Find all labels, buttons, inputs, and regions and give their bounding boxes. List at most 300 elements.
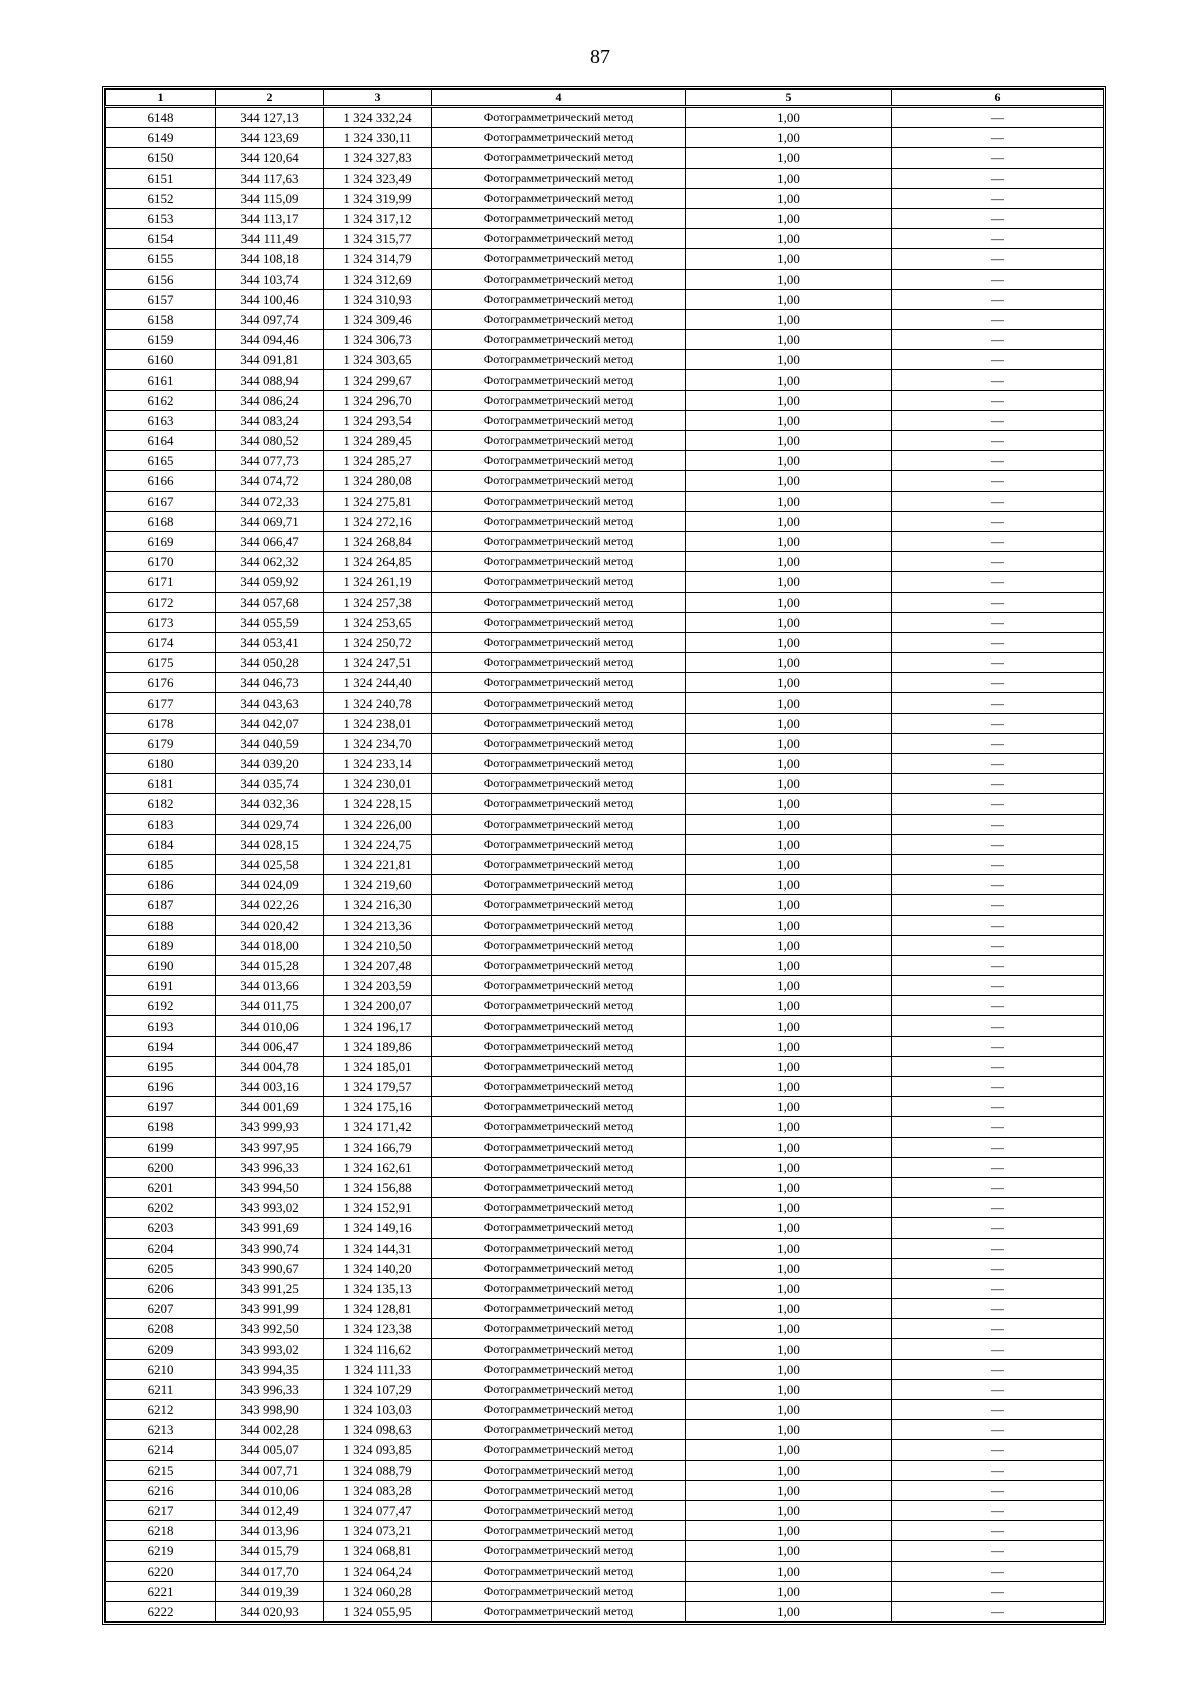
x-coordinate-cell: 343 991,69 xyxy=(216,1218,324,1238)
table-row xyxy=(106,1238,1104,1258)
point-number-cell: 6213 xyxy=(106,1420,216,1440)
x-coordinate-cell: 343 993,02 xyxy=(216,1339,324,1359)
description-cell: — xyxy=(892,531,1104,551)
point-number-cell: 6195 xyxy=(106,1056,216,1076)
y-coordinate-cell: 1 324 144,31 xyxy=(324,1238,432,1258)
table-row xyxy=(106,1440,1104,1460)
accuracy-cell: 1,00 xyxy=(686,128,892,148)
accuracy-cell: 1,00 xyxy=(686,249,892,269)
point-number-cell: 6152 xyxy=(106,188,216,208)
x-coordinate-cell: 344 120,64 xyxy=(216,148,324,168)
accuracy-cell: 1,00 xyxy=(686,269,892,289)
point-number-cell: 6175 xyxy=(106,653,216,673)
point-number-cell: 6159 xyxy=(106,330,216,350)
accuracy-cell: 1,00 xyxy=(686,935,892,955)
y-coordinate-cell: 1 324 221,81 xyxy=(324,854,432,874)
x-coordinate-cell: 344 062,32 xyxy=(216,552,324,572)
y-coordinate-cell: 1 324 111,33 xyxy=(324,1359,432,1379)
description-cell: — xyxy=(892,754,1104,774)
point-number-cell: 6153 xyxy=(106,208,216,228)
point-number-cell: 6158 xyxy=(106,309,216,329)
method-cell: Фотограмметрический метод xyxy=(432,1480,686,1500)
y-coordinate-cell: 1 324 261,19 xyxy=(324,572,432,592)
point-number-cell: 6218 xyxy=(106,1521,216,1541)
table-row xyxy=(106,188,1104,208)
description-cell: — xyxy=(892,289,1104,309)
accuracy-cell: 1,00 xyxy=(686,309,892,329)
accuracy-cell: 1,00 xyxy=(686,976,892,996)
x-coordinate-cell: 344 012,49 xyxy=(216,1500,324,1520)
accuracy-cell: 1,00 xyxy=(686,229,892,249)
method-cell: Фотограмметрический метод xyxy=(432,895,686,915)
description-cell: — xyxy=(892,713,1104,733)
table-row xyxy=(106,1500,1104,1520)
x-coordinate-cell: 343 999,93 xyxy=(216,1117,324,1137)
y-coordinate-cell: 1 324 093,85 xyxy=(324,1440,432,1460)
accuracy-cell: 1,00 xyxy=(686,895,892,915)
method-cell: Фотограмметрический метод xyxy=(432,976,686,996)
method-cell: Фотограмметрический метод xyxy=(432,410,686,430)
description-cell: — xyxy=(892,612,1104,632)
y-coordinate-cell: 1 324 203,59 xyxy=(324,976,432,996)
y-coordinate-cell: 1 324 189,86 xyxy=(324,1036,432,1056)
accuracy-cell: 1,00 xyxy=(686,1541,892,1561)
y-coordinate-cell: 1 324 250,72 xyxy=(324,632,432,652)
point-number-cell: 6173 xyxy=(106,612,216,632)
method-cell: Фотограмметрический метод xyxy=(432,1359,686,1379)
x-coordinate-cell: 344 059,92 xyxy=(216,572,324,592)
method-cell: Фотограмметрический метод xyxy=(432,996,686,1016)
x-coordinate-cell: 344 086,24 xyxy=(216,390,324,410)
accuracy-cell: 1,00 xyxy=(686,1561,892,1581)
method-cell: Фотограмметрический метод xyxy=(432,1258,686,1278)
x-coordinate-cell: 343 992,50 xyxy=(216,1319,324,1339)
method-cell: Фотограмметрический метод xyxy=(432,1379,686,1399)
method-cell: Фотограмметрический метод xyxy=(432,1601,686,1621)
x-coordinate-cell: 344 024,09 xyxy=(216,875,324,895)
point-number-cell: 6183 xyxy=(106,814,216,834)
x-coordinate-cell: 344 115,09 xyxy=(216,188,324,208)
point-number-cell: 6179 xyxy=(106,733,216,753)
point-number-cell: 6161 xyxy=(106,370,216,390)
description-cell: — xyxy=(892,996,1104,1016)
method-cell: Фотограмметрический метод xyxy=(432,188,686,208)
accuracy-cell: 1,00 xyxy=(686,612,892,632)
y-coordinate-cell: 1 324 238,01 xyxy=(324,713,432,733)
x-coordinate-cell: 344 083,24 xyxy=(216,410,324,430)
method-cell: Фотограмметрический метод xyxy=(432,1500,686,1520)
method-cell: Фотограмметрический метод xyxy=(432,511,686,531)
method-cell: Фотограмметрический метод xyxy=(432,875,686,895)
description-cell: — xyxy=(892,976,1104,996)
description-cell: — xyxy=(892,350,1104,370)
x-coordinate-cell: 344 003,16 xyxy=(216,1077,324,1097)
accuracy-cell: 1,00 xyxy=(686,1379,892,1399)
point-number-cell: 6222 xyxy=(106,1601,216,1621)
x-coordinate-cell: 344 100,46 xyxy=(216,289,324,309)
description-cell: — xyxy=(892,1177,1104,1197)
accuracy-cell: 1,00 xyxy=(686,1218,892,1238)
x-coordinate-cell: 344 040,59 xyxy=(216,733,324,753)
table-row xyxy=(106,915,1104,935)
x-coordinate-cell: 343 997,95 xyxy=(216,1137,324,1157)
method-cell: Фотограмметрический метод xyxy=(432,1036,686,1056)
table-row xyxy=(106,814,1104,834)
accuracy-cell: 1,00 xyxy=(686,1521,892,1541)
method-cell: Фотограмметрический метод xyxy=(432,1561,686,1581)
point-number-cell: 6187 xyxy=(106,895,216,915)
x-coordinate-cell: 344 028,15 xyxy=(216,834,324,854)
description-cell: — xyxy=(892,1400,1104,1420)
description-cell: — xyxy=(892,330,1104,350)
method-cell: Фотограмметрический метод xyxy=(432,1299,686,1319)
accuracy-cell: 1,00 xyxy=(686,794,892,814)
method-cell: Фотограмметрический метод xyxy=(432,754,686,774)
table-row xyxy=(106,1480,1104,1500)
y-coordinate-cell: 1 324 257,38 xyxy=(324,592,432,612)
point-number-cell: 6194 xyxy=(106,1036,216,1056)
description-cell: — xyxy=(892,1541,1104,1561)
accuracy-cell: 1,00 xyxy=(686,733,892,753)
x-coordinate-cell: 344 013,66 xyxy=(216,976,324,996)
y-coordinate-cell: 1 324 156,88 xyxy=(324,1177,432,1197)
y-coordinate-cell: 1 324 228,15 xyxy=(324,794,432,814)
x-coordinate-cell: 344 042,07 xyxy=(216,713,324,733)
x-coordinate-cell: 344 088,94 xyxy=(216,370,324,390)
description-cell: — xyxy=(892,431,1104,451)
description-cell: — xyxy=(892,592,1104,612)
description-cell: — xyxy=(892,410,1104,430)
accuracy-cell: 1,00 xyxy=(686,1460,892,1480)
table-row xyxy=(106,471,1104,491)
accuracy-cell: 1,00 xyxy=(686,1319,892,1339)
table-row xyxy=(106,1319,1104,1339)
y-coordinate-cell: 1 324 312,69 xyxy=(324,269,432,289)
accuracy-cell: 1,00 xyxy=(686,1097,892,1117)
description-cell: — xyxy=(892,1016,1104,1036)
accuracy-cell: 1,00 xyxy=(686,875,892,895)
description-cell: — xyxy=(892,653,1104,673)
method-cell: Фотограмметрический метод xyxy=(432,592,686,612)
table-row xyxy=(106,431,1104,451)
y-coordinate-cell: 1 324 332,24 xyxy=(324,107,432,128)
accuracy-cell: 1,00 xyxy=(686,1137,892,1157)
accuracy-cell: 1,00 xyxy=(686,491,892,511)
y-coordinate-cell: 1 324 315,77 xyxy=(324,229,432,249)
y-coordinate-cell: 1 324 107,29 xyxy=(324,1379,432,1399)
point-number-cell: 6214 xyxy=(106,1440,216,1460)
point-number-cell: 6197 xyxy=(106,1097,216,1117)
method-cell: Фотограмметрический метод xyxy=(432,733,686,753)
description-cell: — xyxy=(892,1379,1104,1399)
y-coordinate-cell: 1 324 310,93 xyxy=(324,289,432,309)
table-row xyxy=(106,1036,1104,1056)
x-coordinate-cell: 344 053,41 xyxy=(216,632,324,652)
table-row xyxy=(106,451,1104,471)
x-coordinate-cell: 343 996,33 xyxy=(216,1379,324,1399)
method-cell: Фотограмметрический метод xyxy=(432,1117,686,1137)
x-coordinate-cell: 344 032,36 xyxy=(216,794,324,814)
x-coordinate-cell: 344 006,47 xyxy=(216,1036,324,1056)
y-coordinate-cell: 1 324 213,36 xyxy=(324,915,432,935)
x-coordinate-cell: 344 004,78 xyxy=(216,1056,324,1076)
table-row xyxy=(106,1177,1104,1197)
table-row xyxy=(106,733,1104,753)
y-coordinate-cell: 1 324 306,73 xyxy=(324,330,432,350)
table-row xyxy=(106,1561,1104,1581)
accuracy-cell: 1,00 xyxy=(686,1581,892,1601)
table-row xyxy=(106,309,1104,329)
method-cell: Фотограмметрический метод xyxy=(432,370,686,390)
table-row xyxy=(106,1379,1104,1399)
accuracy-cell: 1,00 xyxy=(686,653,892,673)
description-cell: — xyxy=(892,1299,1104,1319)
x-coordinate-cell: 343 996,33 xyxy=(216,1157,324,1177)
x-coordinate-cell: 344 046,73 xyxy=(216,673,324,693)
column-header-4: 4 xyxy=(432,90,686,107)
table-row xyxy=(106,1198,1104,1218)
table-row xyxy=(106,1157,1104,1177)
table-row xyxy=(106,1218,1104,1238)
table-row xyxy=(106,208,1104,228)
y-coordinate-cell: 1 324 123,38 xyxy=(324,1319,432,1339)
accuracy-cell: 1,00 xyxy=(686,572,892,592)
table-row xyxy=(106,592,1104,612)
description-cell: — xyxy=(892,1137,1104,1157)
description-cell: — xyxy=(892,1157,1104,1177)
y-coordinate-cell: 1 324 166,79 xyxy=(324,1137,432,1157)
method-cell: Фотограмметрический метод xyxy=(432,935,686,955)
y-coordinate-cell: 1 324 068,81 xyxy=(324,1541,432,1561)
point-number-cell: 6216 xyxy=(106,1480,216,1500)
accuracy-cell: 1,00 xyxy=(686,1077,892,1097)
column-header-2: 2 xyxy=(216,90,324,107)
point-number-cell: 6219 xyxy=(106,1541,216,1561)
table-row xyxy=(106,107,1104,128)
description-cell: — xyxy=(892,895,1104,915)
table-row xyxy=(106,632,1104,652)
y-coordinate-cell: 1 324 083,28 xyxy=(324,1480,432,1500)
description-cell: — xyxy=(892,168,1104,188)
method-cell: Фотограмметрический метод xyxy=(432,330,686,350)
x-coordinate-cell: 344 072,33 xyxy=(216,491,324,511)
x-coordinate-cell: 344 010,06 xyxy=(216,1480,324,1500)
table-row xyxy=(106,996,1104,1016)
accuracy-cell: 1,00 xyxy=(686,289,892,309)
point-number-cell: 6190 xyxy=(106,955,216,975)
description-cell: — xyxy=(892,875,1104,895)
accuracy-cell: 1,00 xyxy=(686,350,892,370)
table-row xyxy=(106,935,1104,955)
table-header-row xyxy=(106,90,1104,107)
method-cell: Фотограмметрический метод xyxy=(432,1218,686,1238)
table-row xyxy=(106,229,1104,249)
x-coordinate-cell: 344 057,68 xyxy=(216,592,324,612)
point-number-cell: 6215 xyxy=(106,1460,216,1480)
table-row xyxy=(106,330,1104,350)
column-header-6: 6 xyxy=(892,90,1104,107)
x-coordinate-cell: 344 019,39 xyxy=(216,1581,324,1601)
point-number-cell: 6201 xyxy=(106,1177,216,1197)
x-coordinate-cell: 344 055,59 xyxy=(216,612,324,632)
accuracy-cell: 1,00 xyxy=(686,1177,892,1197)
description-cell: — xyxy=(892,935,1104,955)
point-number-cell: 6163 xyxy=(106,410,216,430)
accuracy-cell: 1,00 xyxy=(686,632,892,652)
y-coordinate-cell: 1 324 179,57 xyxy=(324,1077,432,1097)
method-cell: Фотограмметрический метод xyxy=(432,1177,686,1197)
y-coordinate-cell: 1 324 244,40 xyxy=(324,673,432,693)
description-cell: — xyxy=(892,1077,1104,1097)
method-cell: Фотограмметрический метод xyxy=(432,955,686,975)
table-row xyxy=(106,148,1104,168)
accuracy-cell: 1,00 xyxy=(686,774,892,794)
point-number-cell: 6206 xyxy=(106,1278,216,1298)
x-coordinate-cell: 344 018,00 xyxy=(216,935,324,955)
method-cell: Фотограмметрический метод xyxy=(432,208,686,228)
y-coordinate-cell: 1 324 233,14 xyxy=(324,754,432,774)
point-number-cell: 6196 xyxy=(106,1077,216,1097)
method-cell: Фотограмметрический метод xyxy=(432,269,686,289)
point-number-cell: 6155 xyxy=(106,249,216,269)
accuracy-cell: 1,00 xyxy=(686,1238,892,1258)
x-coordinate-cell: 344 039,20 xyxy=(216,754,324,774)
accuracy-cell: 1,00 xyxy=(686,431,892,451)
table-row xyxy=(106,673,1104,693)
description-cell: — xyxy=(892,471,1104,491)
point-number-cell: 6188 xyxy=(106,915,216,935)
x-coordinate-cell: 344 050,28 xyxy=(216,653,324,673)
y-coordinate-cell: 1 324 185,01 xyxy=(324,1056,432,1076)
description-cell: — xyxy=(892,1420,1104,1440)
x-coordinate-cell: 344 094,46 xyxy=(216,330,324,350)
description-cell: — xyxy=(892,673,1104,693)
method-cell: Фотограмметрический метод xyxy=(432,309,686,329)
x-coordinate-cell: 344 011,75 xyxy=(216,996,324,1016)
description-cell: — xyxy=(892,1056,1104,1076)
x-coordinate-cell: 344 015,28 xyxy=(216,955,324,975)
description-cell: — xyxy=(892,1319,1104,1339)
description-cell: — xyxy=(892,269,1104,289)
method-cell: Фотограмметрический метод xyxy=(432,168,686,188)
method-cell: Фотограмметрический метод xyxy=(432,431,686,451)
accuracy-cell: 1,00 xyxy=(686,1016,892,1036)
accuracy-cell: 1,00 xyxy=(686,471,892,491)
x-coordinate-cell: 344 108,18 xyxy=(216,249,324,269)
point-number-cell: 6164 xyxy=(106,431,216,451)
point-number-cell: 6185 xyxy=(106,854,216,874)
y-coordinate-cell: 1 324 299,67 xyxy=(324,370,432,390)
y-coordinate-cell: 1 324 253,65 xyxy=(324,612,432,632)
description-cell: — xyxy=(892,632,1104,652)
y-coordinate-cell: 1 324 268,84 xyxy=(324,531,432,551)
method-cell: Фотограмметрический метод xyxy=(432,1278,686,1298)
point-number-cell: 6217 xyxy=(106,1500,216,1520)
table-row xyxy=(106,370,1104,390)
accuracy-cell: 1,00 xyxy=(686,1500,892,1520)
description-cell: — xyxy=(892,1198,1104,1218)
method-cell: Фотограмметрический метод xyxy=(432,451,686,471)
x-coordinate-cell: 344 001,69 xyxy=(216,1097,324,1117)
x-coordinate-cell: 344 127,13 xyxy=(216,107,324,128)
x-coordinate-cell: 343 994,50 xyxy=(216,1177,324,1197)
x-coordinate-cell: 344 091,81 xyxy=(216,350,324,370)
column-header-3: 3 xyxy=(324,90,432,107)
description-cell: — xyxy=(892,1581,1104,1601)
description-cell: — xyxy=(892,1036,1104,1056)
accuracy-cell: 1,00 xyxy=(686,511,892,531)
description-cell: — xyxy=(892,814,1104,834)
point-number-cell: 6210 xyxy=(106,1359,216,1379)
description-cell: — xyxy=(892,1117,1104,1137)
method-cell: Фотограмметрический метод xyxy=(432,1238,686,1258)
description-cell: — xyxy=(892,915,1104,935)
accuracy-cell: 1,00 xyxy=(686,410,892,430)
method-cell: Фотограмметрический метод xyxy=(432,794,686,814)
accuracy-cell: 1,00 xyxy=(686,168,892,188)
y-coordinate-cell: 1 324 275,81 xyxy=(324,491,432,511)
method-cell: Фотограмметрический метод xyxy=(432,1077,686,1097)
x-coordinate-cell: 344 029,74 xyxy=(216,814,324,834)
y-coordinate-cell: 1 324 216,30 xyxy=(324,895,432,915)
y-coordinate-cell: 1 324 240,78 xyxy=(324,693,432,713)
x-coordinate-cell: 344 123,69 xyxy=(216,128,324,148)
description-cell: — xyxy=(892,1460,1104,1480)
x-coordinate-cell: 344 113,17 xyxy=(216,208,324,228)
point-number-cell: 6208 xyxy=(106,1319,216,1339)
point-number-cell: 6160 xyxy=(106,350,216,370)
x-coordinate-cell: 343 998,90 xyxy=(216,1400,324,1420)
y-coordinate-cell: 1 324 234,70 xyxy=(324,733,432,753)
y-coordinate-cell: 1 324 196,17 xyxy=(324,1016,432,1036)
method-cell: Фотограмметрический метод xyxy=(432,229,686,249)
y-coordinate-cell: 1 324 135,13 xyxy=(324,1278,432,1298)
point-number-cell: 6184 xyxy=(106,834,216,854)
x-coordinate-cell: 344 035,74 xyxy=(216,774,324,794)
table-row xyxy=(106,249,1104,269)
coordinates-table xyxy=(105,89,1104,1622)
method-cell: Фотограмметрический метод xyxy=(432,693,686,713)
x-coordinate-cell: 343 993,02 xyxy=(216,1198,324,1218)
table-row xyxy=(106,774,1104,794)
accuracy-cell: 1,00 xyxy=(686,673,892,693)
x-coordinate-cell: 344 020,42 xyxy=(216,915,324,935)
accuracy-cell: 1,00 xyxy=(686,996,892,1016)
y-coordinate-cell: 1 324 314,79 xyxy=(324,249,432,269)
x-coordinate-cell: 344 077,73 xyxy=(216,451,324,471)
y-coordinate-cell: 1 324 280,08 xyxy=(324,471,432,491)
description-cell: — xyxy=(892,774,1104,794)
table-row xyxy=(106,834,1104,854)
point-number-cell: 6182 xyxy=(106,794,216,814)
description-cell: — xyxy=(892,249,1104,269)
y-coordinate-cell: 1 324 272,16 xyxy=(324,511,432,531)
y-coordinate-cell: 1 324 226,00 xyxy=(324,814,432,834)
point-number-cell: 6156 xyxy=(106,269,216,289)
method-cell: Фотограмметрический метод xyxy=(432,1157,686,1177)
column-header-5: 5 xyxy=(686,90,892,107)
y-coordinate-cell: 1 324 149,16 xyxy=(324,1218,432,1238)
table-row xyxy=(106,875,1104,895)
method-cell: Фотограмметрический метод xyxy=(432,471,686,491)
y-coordinate-cell: 1 324 303,65 xyxy=(324,350,432,370)
method-cell: Фотограмметрический метод xyxy=(432,1440,686,1460)
y-coordinate-cell: 1 324 171,42 xyxy=(324,1117,432,1137)
method-cell: Фотограмметрический метод xyxy=(432,552,686,572)
point-number-cell: 6168 xyxy=(106,511,216,531)
method-cell: Фотограмметрический метод xyxy=(432,128,686,148)
point-number-cell: 6200 xyxy=(106,1157,216,1177)
